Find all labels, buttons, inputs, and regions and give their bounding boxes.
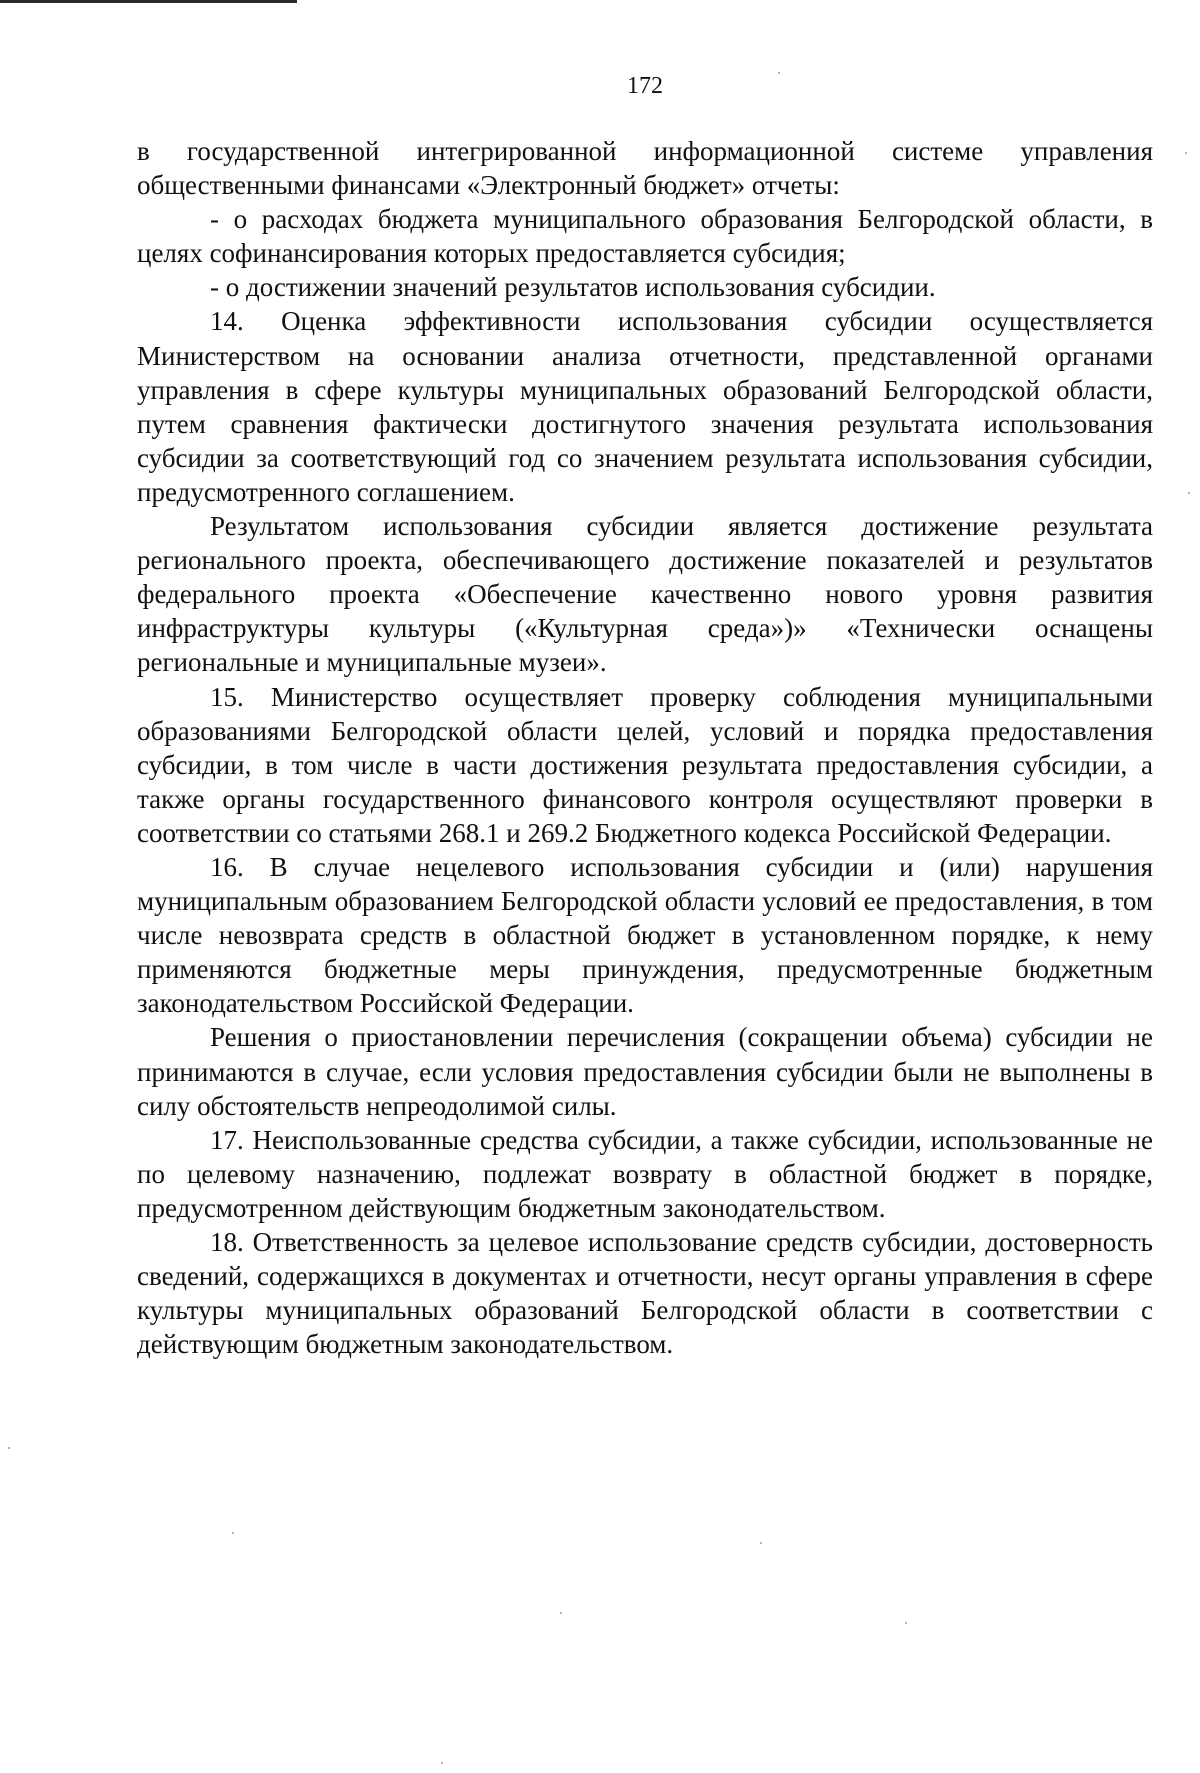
paragraph-item-16: 16. В случае нецелевого использования субсидии и (или) нарушения муниципальным образованием Белгородской области условий ее предоставления, в том числе невозврата средств в областной бюджет в установленном порядке, к нему применяются бюджетные меры принуждения, предусмотренные бюджетным законодательством Российской Федерации. (137, 851, 1153, 1019)
scan-speck (760, 1542, 762, 1544)
document-body (137, 134, 1153, 1361)
paragraph-reports-intro: в государственной интегрированной информационной системе управления общественными финансами «Электронный бюджет» отчеты: (137, 136, 1153, 201)
paragraph-item-18: 18. Ответственность за целевое использование средств субсидии, достоверность сведений, содержащихся в документах и отчетности, несут органы управления в сфере культуры муниципальных образований Белгородской области в соответствии с действующим бюджетным законодательством. (137, 1227, 1153, 1360)
scan-speck (1185, 152, 1187, 154)
paragraph-results-report: - о достижении значений результатов использования субсидии. (210, 272, 936, 303)
scan-speck (8, 1447, 10, 1449)
paragraph-result-definition: Результатом использования субсидии является достижение результата регионального проекта, обеспечивающего достижение показателей и результатов федерального проекта «Обеспечение качественно нового уровня развития инфраструктуры культуры («Культурная среда»)» «Технически оснащены региональные и муниципальные музеи». (137, 511, 1153, 678)
scan-speck (232, 1532, 234, 1534)
scan-edge-line (0, 0, 297, 3)
paragraph-suspension-decisions: Решения о приостановлении перечисления (сокращении объема) субсидии не принимаются в случае, если условия предоставления субсидии были не выполнены в силу обстоятельств непреодолимой силы. (137, 1022, 1153, 1121)
page-number: 172 (627, 73, 663, 99)
scan-speck (778, 72, 780, 74)
paragraph-item-17: 17. Неиспользованные средства субсидии, а также субсидии, использованные не по целевому назначению, подлежат возврату в областной бюджет в порядке, предусмотренном действующим бюджетным законодательством. (137, 1124, 1153, 1223)
scan-speck (905, 1622, 907, 1624)
scan-speck (1188, 492, 1190, 494)
paragraph-item-14: 14. Оценка эффективности использования субсидии осуществляется Министерством на основании анализа отчетности, представленной органами управления в сфере культуры муниципальных образований Белгородской области, путем сравнения фактически достигнутого значения результата использования субсидии за соответствующий год со значением результата использования субсидии, предусмотренного соглашением. (137, 306, 1153, 507)
paragraph-expenses-report: - о расходах бюджета муниципального образования Белгородской области, в целях софинансирования которых предоставляется субсидия; (137, 204, 1153, 269)
scan-speck (441, 1762, 443, 1764)
scan-speck (560, 1612, 562, 1614)
paragraph-item-15: 15. Министерство осуществляет проверку соблюдения муниципальными образованиями Белгородской области целей, условий и порядка предоставления субсидии, в том числе в части достижения результата предоставления субсидии, а также органы государственного финансового контроля осуществляют проверки в соответствии со статьями 268.1 и 269.2 Бюджетного кодекса Российской Федерации. (137, 681, 1153, 848)
